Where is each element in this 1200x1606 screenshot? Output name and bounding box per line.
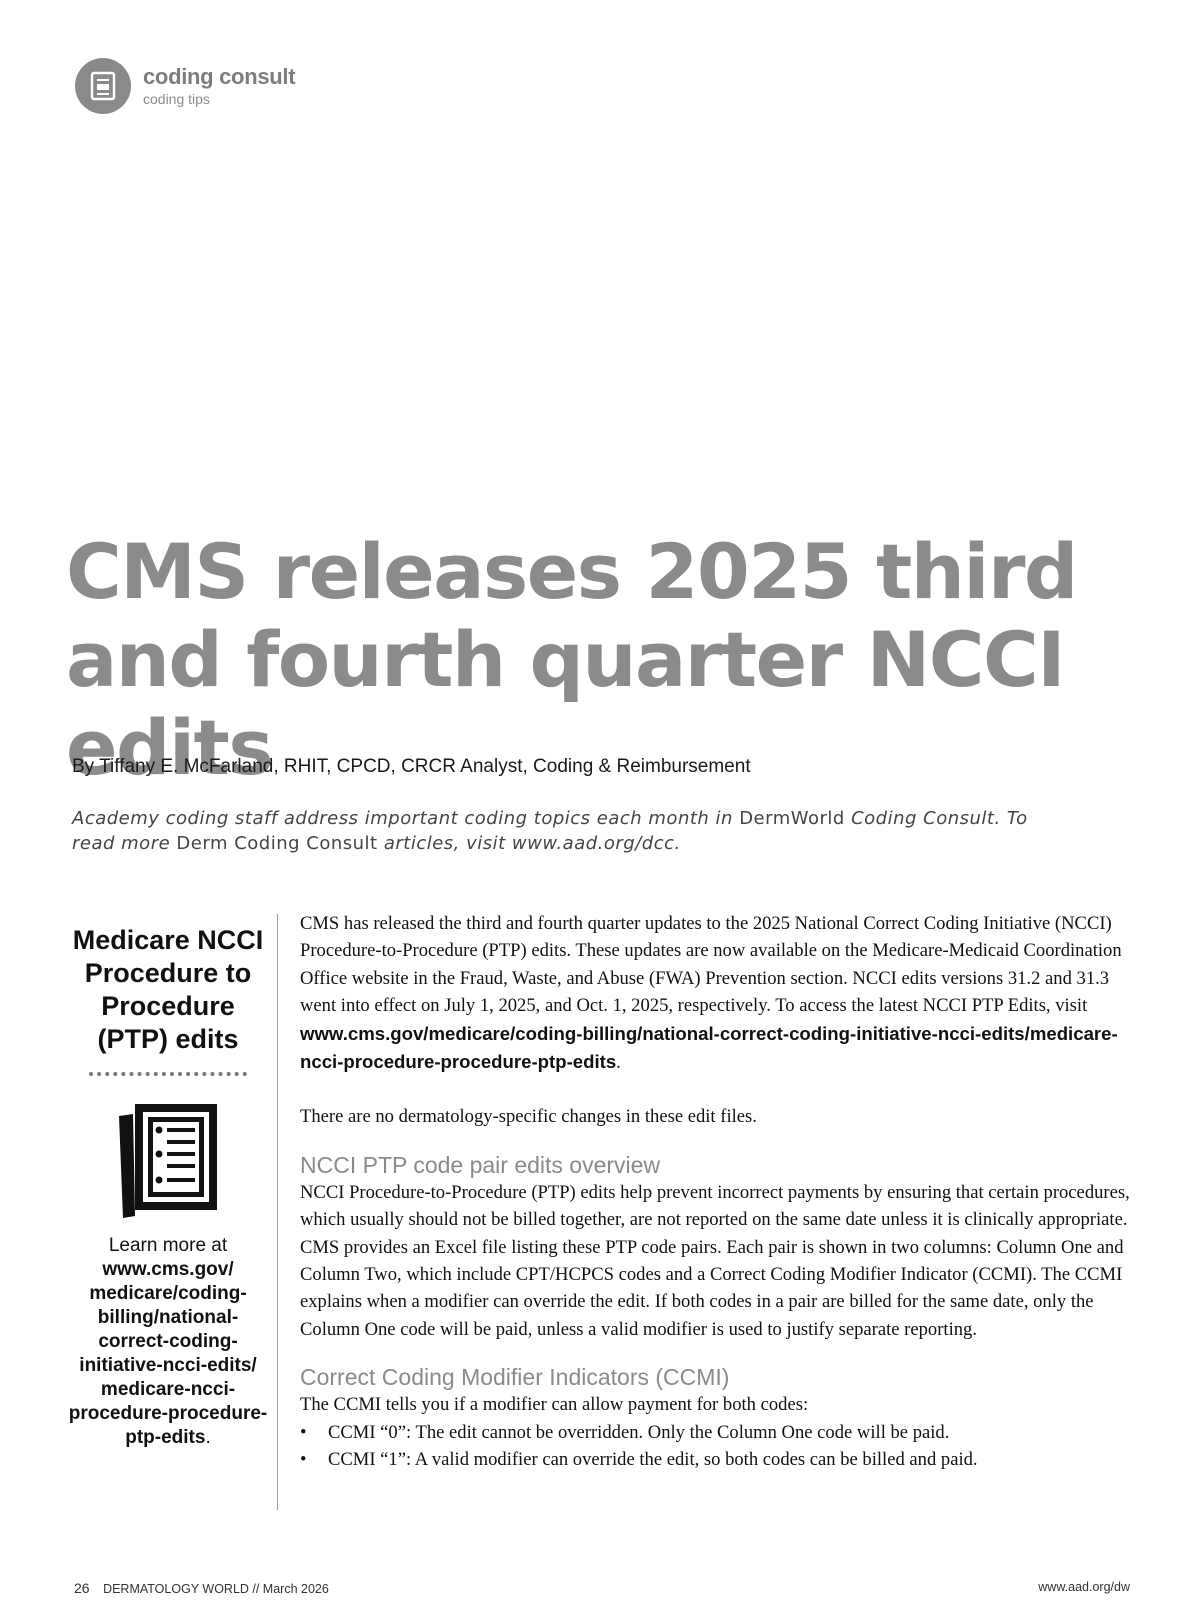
heading-ccmi: Correct Coding Modifier Indicators (CCMI) bbox=[300, 1364, 730, 1391]
column-divider bbox=[277, 914, 278, 1510]
article-headline: CMS releases 2025 third and fourth quarter NCCI edits bbox=[66, 527, 1077, 792]
sidebar bbox=[68, 924, 268, 1450]
paragraph-intro bbox=[300, 910, 1130, 1076]
intro-text-3: articles, visit www.aad.org/dcc. bbox=[383, 833, 681, 854]
paragraph-ccmi: The CCMI tells you if a modifier can allow payment for both codes: bbox=[300, 1394, 809, 1416]
page-footer bbox=[74, 1580, 1130, 1596]
intro-text-2: Coding Consult. To read more bbox=[72, 808, 1028, 854]
intro-publication-2: Derm Coding Consult bbox=[176, 833, 378, 854]
page-number: 26 bbox=[74, 1580, 90, 1596]
intro-note bbox=[72, 806, 1032, 856]
sidebar-title: Medicare NCCI Procedure to Procedure (PTP) edits bbox=[72, 925, 264, 1054]
section-subtitle: coding tips bbox=[143, 91, 210, 107]
learn-more-link[interactable]: www.cms.gov/medicare/coding-billing/national-correct-coding-initiative-ncci-edits/medicare-ncci-procedure-procedure-ptp-edits bbox=[68, 1259, 268, 1448]
ccmi-list bbox=[300, 1419, 1130, 1474]
publication-info: DERMATOLOGY WORLD // March 2026 bbox=[103, 1582, 329, 1596]
learn-more-prefix: Learn more at bbox=[108, 1235, 228, 1256]
byline: By Tiffany E. McFarland, RHIT, CPCD, CRCR Analyst, Coding & Reimbursement bbox=[72, 756, 751, 777]
intro-text-1: Academy coding staff address important coding topics each month in bbox=[72, 808, 733, 829]
section-name: coding consult bbox=[143, 64, 296, 89]
paragraph-intro-text: CMS has released the third and fourth quarter updates to the 2025 National Correct Coding Initiative (NCCI) Procedure-to-Procedure (PTP) edits. These updates are now available on the Medicare-Medicaid Coordination Office website in the Fraud, Waste, and Abuse (FWA) Prevention section. NCCI edits versions 31.2 and 31.3 went into effect on July 1, 2025, and Oct. 1, 2025, respectively. To access the latest NCCI PTP Edits, visit bbox=[300, 913, 1122, 1017]
paragraph-intro-end: . bbox=[616, 1052, 621, 1074]
article-body bbox=[300, 910, 1130, 1474]
document-icon bbox=[75, 58, 131, 114]
paragraph-no-changes: There are no dermatology-specific changes in these edit files. bbox=[300, 1106, 757, 1128]
ptp-edits-link[interactable]: www.cms.gov/medicare/coding-billing/national-correct-coding-initiative-ncci-edits/medicare-ncci-procedure-procedure-ptp-edits bbox=[300, 1022, 1118, 1073]
dotted-divider bbox=[89, 1072, 247, 1076]
document-list-icon bbox=[115, 1100, 221, 1220]
learn-more-suffix: . bbox=[205, 1427, 211, 1448]
list-item: • CCMI “1”: A valid modifier can override the edit, so both codes can be billed and paid. bbox=[300, 1446, 1130, 1473]
heading-ptp-overview: NCCI PTP code pair edits overview bbox=[300, 1151, 661, 1178]
paragraph-ptp-overview: NCCI Procedure-to-Procedure (PTP) edits help prevent incorrect payments by ensuring that certain procedures, which usually should not be billed together, are not reported on the same date unless it is clinically appropriate. CMS provides an Excel file listing these PTP code pairs. Each pair is shown in two columns: Column One and Column Two, which include CPT/HCPCS codes and a Correct Coding Modifier Indicator (CCMI). The CCMI explains when a modifier can override the edit. If both codes in a pair are billed for the same date, only the Column One code will be paid, unless a valid modifier is used to justify separate reporting. bbox=[300, 1181, 1130, 1340]
list-item: • CCMI “0”: The edit cannot be overridden. Only the Column One code will be paid. bbox=[300, 1419, 1130, 1446]
learn-more bbox=[68, 1234, 268, 1450]
intro-publication-1: DermWorld bbox=[739, 808, 845, 829]
website[interactable]: www.aad.org/dw bbox=[1038, 1580, 1130, 1594]
section-header bbox=[75, 58, 295, 114]
